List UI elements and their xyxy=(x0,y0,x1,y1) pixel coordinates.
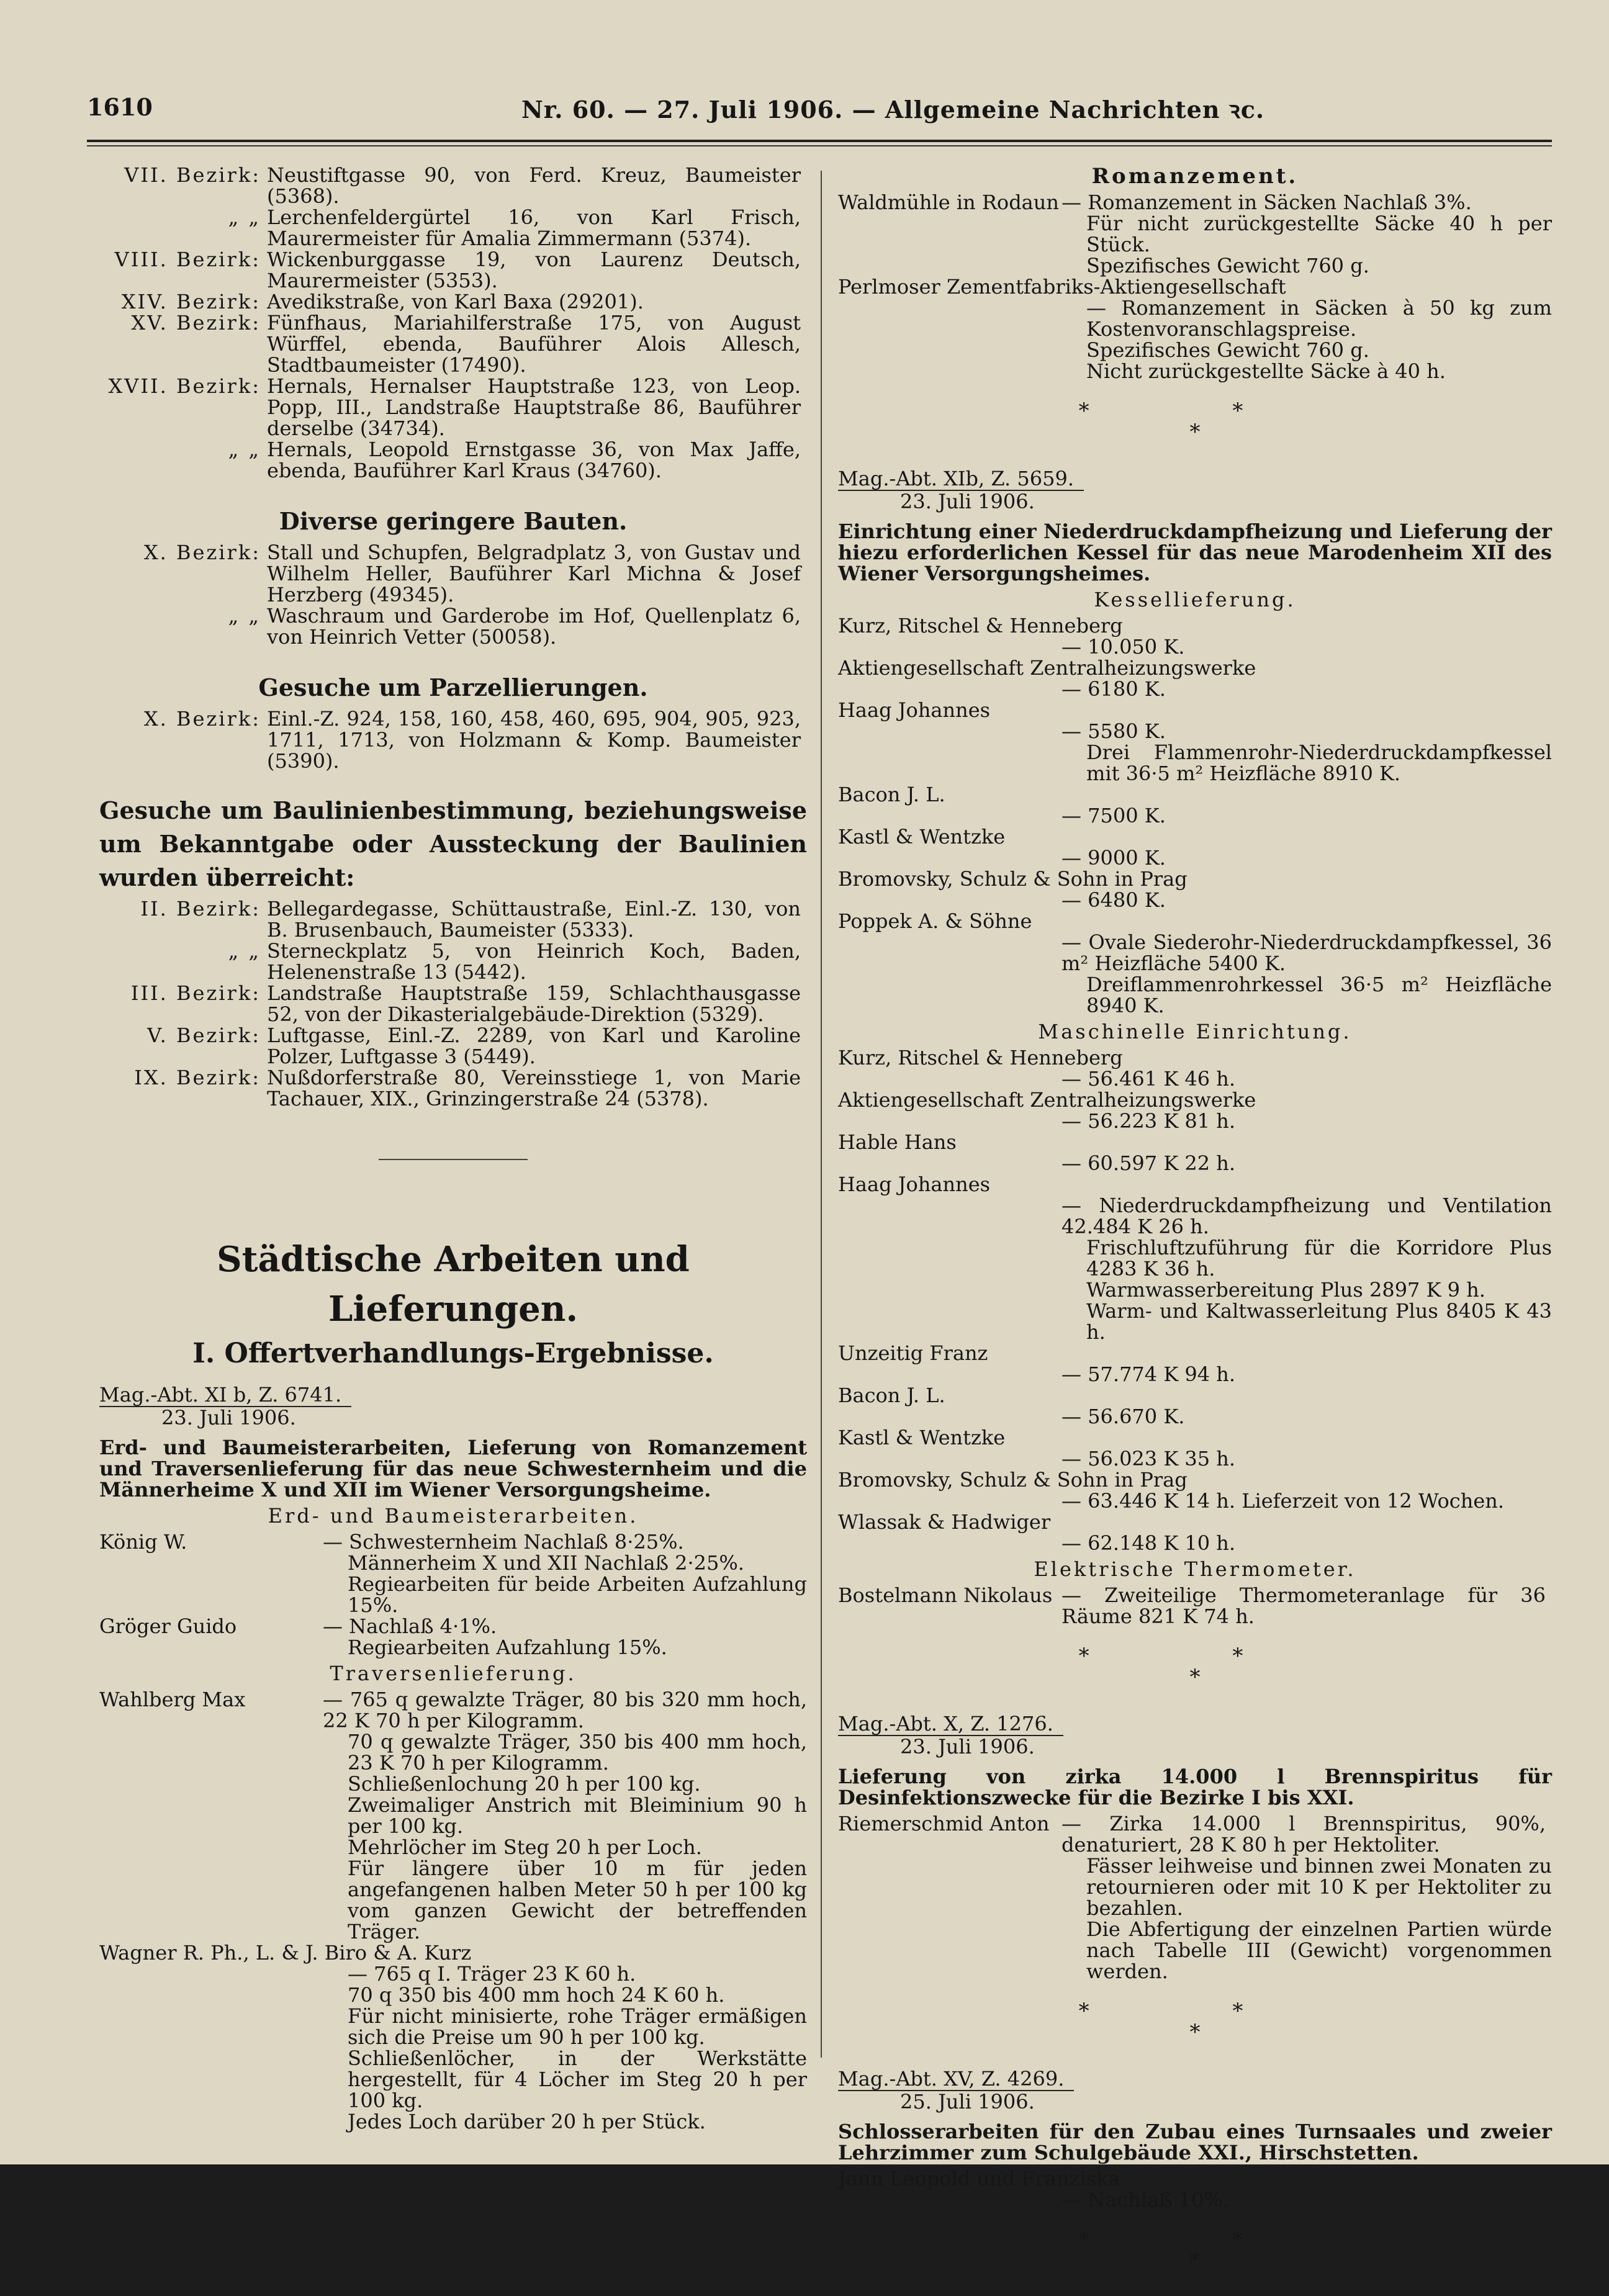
bidder-name: Kurz, Ritschel & Henneberg xyxy=(838,614,1123,637)
entry-row xyxy=(99,983,807,1025)
bidder-name: Perlmoser Zementfabriks-Aktiengesellschaft xyxy=(838,275,1286,299)
entry-text: Luftgasse, Einl.-Z. 2289, von Karl und Karoline Polzer, Luftgasse 3 (5449). xyxy=(267,1024,801,1068)
section-divider xyxy=(379,1159,528,1160)
entry-row xyxy=(99,207,807,249)
entry-row xyxy=(99,898,807,940)
district-label: „ „ xyxy=(228,438,261,461)
bidder-name: Gröger Guido xyxy=(99,1614,237,1638)
diverse-list xyxy=(99,542,807,647)
sub-section-title: I. Offertverhandlungs-Ergebnisse. xyxy=(192,1338,714,1369)
entry-row xyxy=(99,605,807,647)
bidder-name: Bacon J. L. xyxy=(838,783,945,806)
offer-line: Frischluftzuführung für die Korridore Plus 4283 K 36 h. xyxy=(1086,1236,1552,1281)
entry-text: Bellegardegasse, Schüttaustraße, Einl.-Z. 130, von B. Brusenbauch, Baumeister (5333). xyxy=(267,897,801,942)
offer-row xyxy=(838,1427,1552,1469)
offer-line: Schließenlöcher, in der Werkstätte hergestellt, für 4 Löcher im Steg 20 h per 100 kg. xyxy=(348,2046,807,2112)
offer-line: Warmwasserbereitung Plus 2897 K 9 h. xyxy=(1086,1278,1485,1302)
building-line-heading: Gesuche um Baulinienbestimmung, beziehungsweise um Bekanntgabe oder Aussteckung der Baulinien wurden überreicht: xyxy=(99,796,807,891)
offer-row xyxy=(838,1174,1552,1343)
main-section-title: Städtische Arbeiten und Lieferungen. xyxy=(217,1239,690,1330)
district-label: VII. Bezirk: xyxy=(124,163,261,187)
separator-star: * xyxy=(1189,2020,1201,2045)
entry-text: Hernals, Hernalser Hauptstraße 123, von Leop. Popp, III., Landstraße Hauptstraße 86, Bauführer derselbe (34734). xyxy=(267,374,801,440)
offer-line: Regiearbeiten für beide Arbeiten Aufzahlung 15%. xyxy=(348,1572,807,1617)
offer-line: — Romanzement in Säcken Nachlaß 3%. xyxy=(1061,191,1472,214)
category-heading: Maschinelle Einrichtung. xyxy=(1038,1020,1352,1043)
offer-row xyxy=(838,1469,1552,1511)
column-divider xyxy=(821,171,822,2058)
bidder-name: Bromovsky, Schulz & Sohn in Prag xyxy=(838,867,1188,891)
page-title: Nr. 60. — 27. Juli 1906. — Allgemeine Nachrichten ꝛc. xyxy=(521,96,1265,124)
offer-line: — 62.148 K 10 h. xyxy=(1061,1531,1236,1555)
bidder-name: Haag Johannes xyxy=(838,698,991,722)
entry-text: Fünfhaus, Mariahilferstraße 175, von August Würffel, ebenda, Bauführer Alois Allesch, Stadtbaumeister (17490). xyxy=(267,311,801,377)
entry-row xyxy=(99,312,807,376)
reference-number: Mag.-Abt. X, Z. 1276. xyxy=(838,1713,1552,1736)
offer-line: Für längere über 10 m für jeden angefangenen halben Meter 50 h per 100 kg vom ganzen Gewicht der betreffenden Träger. xyxy=(348,1857,807,1943)
entry-row xyxy=(99,291,807,312)
tender-description: Schlosserarbeiten für den Zubau eines Turnsaales und zweier Lehrzimmer zum Schulgebäude XXI., Hirschstetten. xyxy=(838,2120,1552,2164)
offer-line: — 5580 K. xyxy=(1061,719,1166,743)
entry-row xyxy=(99,164,807,207)
category-heading: Kessellieferung. xyxy=(1094,588,1296,611)
bidder-name: Bromovsky, Schulz & Sohn in Prag xyxy=(838,1468,1188,1492)
offer-koenig xyxy=(99,1531,807,1616)
offer-row xyxy=(838,1047,1552,1089)
bidder-name: Riemerschmid Anton xyxy=(838,1812,1050,1835)
offer-line: Spezifisches Gewicht 760 g. xyxy=(1086,338,1369,362)
bidder-name: Kastl & Wentzke xyxy=(838,1426,1006,1449)
entry-text: Nußdorferstraße 80, Vereinsstiege 1, von Marie Tachauer, XIX., Grinzingerstraße 24 (5378). xyxy=(267,1066,801,1110)
offer-line: — 6480 K. xyxy=(1061,888,1166,912)
entry-text: Neustiftgasse 90, von Ferd. Kreuz, Baumeister (5368). xyxy=(267,163,801,208)
offer-line: — 57.774 K 94 h. xyxy=(1061,1362,1236,1386)
separator-star: * xyxy=(1189,420,1201,444)
separator-stars: * * xyxy=(1078,1999,1312,2024)
offer-jann xyxy=(838,2168,1552,2210)
entry-text: Einl.-Z. 924, 158, 160, 458, 460, 695, 904, 905, 923, 1711, 1713, von Holzmann & Komp. Baumeister (5390). xyxy=(267,707,801,773)
offer-line: — 63.446 K 14 h. Lieferzeit von 12 Wochen. xyxy=(1061,1489,1505,1513)
offer-line: Die Abfertigung der einzelnen Partien würde nach Tabelle III (Gewicht) vorgenommen werden. xyxy=(1086,1917,1552,1983)
parcel-heading: Gesuche um Parzellierungen. xyxy=(258,673,648,701)
bidder-name: Kastl & Wentzke xyxy=(838,825,1006,849)
offer-line: — Nachlaß 10%. xyxy=(1061,2188,1229,2212)
offer-row xyxy=(838,1132,1552,1174)
offer-line: — 56.023 K 35 h. xyxy=(1061,1447,1236,1470)
bidder-name: Aktiengesellschaft Zentralheizungswerke xyxy=(838,1088,1256,1112)
district-label: XVII. Bezirk: xyxy=(108,374,261,398)
offer-groeger xyxy=(99,1616,807,1658)
offer-line: — 60.597 K 22 h. xyxy=(1061,1151,1236,1175)
entry-text: Landstraße Hauptstraße 159, Schlachthausgasse 52, von der Dikasterialgebäude-Direktion (5329). xyxy=(267,981,801,1026)
category-heading: Elektrische Thermometer. xyxy=(1034,1557,1356,1581)
entry-text: Lerchenfeldergürtel 16, von Karl Frisch, Maurermeister für Amalia Zimmermann (5374). xyxy=(267,205,801,250)
offer-row xyxy=(838,700,1552,784)
bidder-name: Unzeitig Franz xyxy=(838,1341,988,1365)
offer-line: Jedes Loch darüber 20 h per Stück. xyxy=(348,2110,706,2133)
offer-row xyxy=(838,826,1552,868)
district-label: „ „ xyxy=(228,205,261,229)
district-label: V. Bezirk: xyxy=(147,1024,261,1047)
offer-line: — 56.223 K 81 h. xyxy=(1061,1109,1236,1133)
offer-row xyxy=(838,1089,1552,1132)
offer-line: Regiearbeiten Aufzahlung 15%. xyxy=(348,1636,667,1659)
offer-line: Warm- und Kaltwasserleitung Plus 8405 K 43 h. xyxy=(1086,1299,1552,1344)
district-label: X. Bezirk: xyxy=(143,707,261,731)
offer-line: — Nachlaß 4·1%. xyxy=(323,1614,497,1638)
separator-star: * xyxy=(1189,1665,1201,1690)
district-label: X. Bezirk: xyxy=(143,541,261,564)
tender-description: Einrichtung einer Niederdruckdampfheizung und Lieferung der hiezu erforderlichen Kessel für das neue Marodenheim XII des Wiener Versorgungsheimes. xyxy=(838,520,1552,585)
offer-line: 70 q 350 bis 400 mm hoch 24 K 60 h. xyxy=(348,1983,725,2007)
entry-row xyxy=(99,708,807,772)
offer-line: — Zirka 14.000 l Brennspiritus, 90%, denaturiert, 28 K 80 h per Hektoliter. xyxy=(1061,1812,1546,1857)
bidder-name: Waldmühle in Rodaun xyxy=(838,191,1059,214)
bidder-name: Aktiengesellschaft Zentralheizungswerke xyxy=(838,656,1256,680)
header-rule-thin xyxy=(87,145,1552,146)
reference-number: Mag.-Abt. XIb, Z. 5659. xyxy=(838,467,1552,491)
bidder-name: Poppek A. & Söhne xyxy=(838,909,1032,933)
offer-line: — Schwesternheim Nachlaß 8·25%. xyxy=(323,1530,684,1554)
offer-line: — 765 q I. Träger 23 K 60 h. xyxy=(348,1962,636,1986)
entry-row xyxy=(99,1025,807,1067)
kessel-offers xyxy=(838,615,1552,1016)
reference-number: Mag.-Abt. XI b, Z. 6741. xyxy=(99,1384,807,1407)
offer-line: — Niederdruckdampfheizung und Ventilation 42.484 K 26 h. xyxy=(1061,1194,1552,1238)
district-label: II. Bezirk: xyxy=(140,897,261,921)
offer-riemerschmid xyxy=(838,1813,1552,1982)
offer-waldmuehle xyxy=(838,192,1552,276)
offer-line: Fässer leihweise und binnen zwei Monaten zu retournieren oder mit 10 K per Hektoliter zu bezahlen. xyxy=(1086,1854,1552,1920)
bidder-name: Kurz, Ritschel & Henneberg xyxy=(838,1046,1123,1069)
bidder-name: König W. xyxy=(99,1530,187,1554)
district-label: „ „ xyxy=(228,604,261,628)
tender-description: Lieferung von zirka 14.000 l Brennspiritus für Desinfektionszwecke für die Bezirke I bis XXI. xyxy=(838,1765,1552,1809)
reference-date: 23. Juli 1906. xyxy=(161,1406,296,1429)
district-label: XV. Bezirk: xyxy=(131,311,261,335)
reference-number: Mag.-Abt. XV, Z. 4269. xyxy=(838,2068,1552,2091)
bidder-name: Bacon J. L. xyxy=(838,1384,945,1407)
tender-description: Erd- und Baumeisterarbeiten, Lieferung von Romanzement und Traversenlieferung für das neue Schwesternheim und die Männerheime X und XII im Wiener Versorgungsheime. xyxy=(99,1436,807,1501)
offer-line: — 765 q gewalzte Träger, 80 bis 320 mm hoch, 22 K 70 h per Kilogramm. xyxy=(323,1688,807,1732)
offer-row xyxy=(838,1385,1552,1427)
offer-line: — Zweiteilige Thermometeranlage für 36 Räume 821 K 74 h. xyxy=(1061,1583,1546,1628)
bidder-name: Jann Leopold und Franziska xyxy=(838,2167,1120,2190)
offer-line: Schließenlochung 20 h per 100 kg. xyxy=(348,1772,701,1796)
entry-row xyxy=(99,376,807,439)
bidder-name: Wahlberg Max xyxy=(99,1688,246,1711)
entry-row xyxy=(99,249,807,291)
entry-row xyxy=(99,542,807,605)
offer-line: Für nicht minisierte, rohe Träger ermäßigen sich die Preise um 90 h per 100 kg. xyxy=(348,2004,807,2049)
entry-row xyxy=(99,1067,807,1109)
entry-row xyxy=(99,940,807,983)
offer-line: Zweimaliger Anstrich mit Bleiminium 90 h per 100 kg. xyxy=(348,1793,807,1838)
bidder-name: Haag Johannes xyxy=(838,1173,991,1196)
entry-row xyxy=(99,439,807,481)
parcel-list xyxy=(99,708,807,772)
building-line-list xyxy=(99,898,807,1109)
page-number: 1610 xyxy=(87,93,153,121)
category-heading: Erd- und Baumeisterarbeiten. xyxy=(268,1504,639,1528)
reference-date: 25. Juli 1906. xyxy=(900,2090,1035,2114)
offer-bostelmann xyxy=(838,1585,1552,1627)
district-label: „ „ xyxy=(228,939,261,963)
separator-stars: * * xyxy=(1078,1644,1312,1668)
bidder-name: Bostelmann Nikolaus xyxy=(838,1583,1053,1607)
offer-row xyxy=(838,911,1552,1016)
offer-perlmoser xyxy=(838,276,1552,382)
separator-stars: * * xyxy=(1078,398,1312,423)
offer-line: — Ovale Siederohr-Niederdruckdampfkessel, 36 m² Heizfläche 5400 K. xyxy=(1061,930,1552,975)
separator-star: * xyxy=(1189,2248,1201,2273)
category-heading: Traversenlieferung. xyxy=(330,1662,577,1685)
reference-date: 23. Juli 1906. xyxy=(900,1735,1035,1758)
right-column xyxy=(838,164,1552,2296)
offer-wahlberg xyxy=(99,1689,807,1942)
offer-row xyxy=(838,657,1552,700)
bidder-name: Wlassak & Hadwiger xyxy=(838,1510,1051,1534)
district-label: IX. Bezirk: xyxy=(134,1066,261,1089)
offer-line: Mehrlöcher im Steg 20 h per Loch. xyxy=(348,1835,702,1859)
building-permits-list xyxy=(99,164,807,481)
offer-line: Dreiflammenrohrkessel 36·5 m² Heizfläche 8940 K. xyxy=(1086,973,1552,1017)
offer-line: Spezifisches Gewicht 760 g. xyxy=(1086,254,1369,277)
offer-line: Drei Flammenrohr-Niederdruckdampfkessel mit 36·5 m² Heizfläche 8910 K. xyxy=(1086,741,1552,785)
entry-text: Wickenburggasse 19, von Laurenz Deutsch, Maurermeister (5353). xyxy=(267,248,801,292)
maschinell-offers xyxy=(838,1047,1552,1554)
entry-text: Waschraum und Garderobe im Hof, Quellenplatz 6, von Heinrich Vetter (50058). xyxy=(267,604,801,649)
district-label: XIV. Bezirk: xyxy=(121,290,261,313)
offer-row xyxy=(838,1511,1552,1554)
offer-line: Nicht zurückgestellte Säcke à 40 h. xyxy=(1086,359,1446,383)
offer-row xyxy=(838,615,1552,657)
entry-text: Stall und Schupfen, Belgradplatz 3, von Gustav und Wilhelm Heller, Bauführer Karl Michna & Josef Herzberg (49345). xyxy=(267,541,801,606)
separator-stars: * * xyxy=(1078,2227,1312,2252)
offer-line: — 7500 K. xyxy=(1061,804,1166,827)
header-rule xyxy=(87,140,1552,142)
district-label: III. Bezirk: xyxy=(130,981,261,1005)
offer-line: — 6180 K. xyxy=(1061,677,1166,701)
offer-line: — 9000 K. xyxy=(1061,846,1166,870)
offer-row xyxy=(838,868,1552,911)
offer-wagner xyxy=(99,1942,807,2132)
offer-row xyxy=(838,1343,1552,1385)
reference-date: 23. Juli 1906. xyxy=(900,490,1035,513)
offer-line: — 56.670 K. xyxy=(1061,1405,1185,1428)
entry-text: Hernals, Leopold Ernstgasse 36, von Max Jaffe, ebenda, Bauführer Karl Kraus (34760). xyxy=(267,438,801,482)
diverse-heading: Diverse geringere Bauten. xyxy=(279,507,628,535)
bidder-name: Wagner R. Ph., L. & J. Biro & A. Kurz xyxy=(99,1941,472,1965)
left-column xyxy=(99,164,807,2132)
entry-text: Sterneckplatz 5, von Heinrich Koch, Baden, Helenenstraße 13 (5442). xyxy=(267,939,801,984)
offer-row xyxy=(838,784,1552,826)
page-header xyxy=(87,93,1546,143)
offer-line: — Romanzement in Säcken à 50 kg zum Kostenvoranschlagspreise. xyxy=(1086,296,1552,341)
offer-line: Für nicht zurückgestellte Säcke 40 h per Stück. xyxy=(1086,212,1552,256)
offer-line: — 10.050 K. xyxy=(1061,635,1185,659)
offer-line: 70 q gewalzte Träger, 350 bis 400 mm hoch, 23 K 70 h per Kilogramm. xyxy=(348,1730,807,1775)
bidder-name: Hable Hans xyxy=(838,1130,957,1154)
district-label: VIII. Bezirk: xyxy=(114,248,261,271)
offer-line: Männerheim X und XII Nachlaß 2·25%. xyxy=(348,1551,744,1575)
offer-line: — 56.461 K 46 h. xyxy=(1061,1067,1236,1091)
romanzement-heading: Romanzement. xyxy=(1091,164,1299,189)
entry-text: Avedikstraße, von Karl Baxa (29201). xyxy=(267,290,644,313)
